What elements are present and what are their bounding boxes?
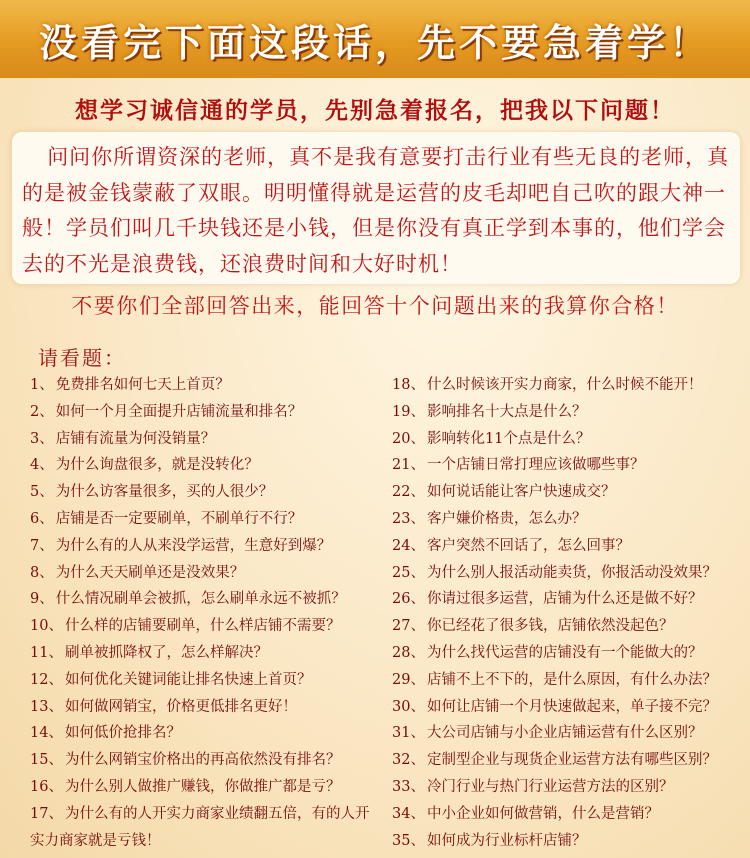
question-number: 4、 <box>30 457 54 474</box>
question-number: 22、 <box>392 484 425 501</box>
question-text: 影响排名十大点是什么？ <box>426 403 587 420</box>
question-text: 定制型企业与现货企业运营方法有哪些区别？ <box>426 752 717 769</box>
question-text: 为什么访客量很多，买的人很少？ <box>55 484 274 501</box>
question-text: 如何成为行业标杆店铺？ <box>426 832 587 849</box>
question-text: 为什么询盘很多，就是没转化？ <box>55 457 259 474</box>
questions-right-column <box>392 372 742 854</box>
question-item <box>30 560 370 587</box>
question-text: 如何让店铺一个月快速做起来，单子接不完？ <box>426 698 717 715</box>
question-item <box>30 720 370 747</box>
question-item <box>30 452 370 479</box>
question-text: 为什么有的人从来没学运营，生意好到爆？ <box>55 537 332 554</box>
question-text: 冷门行业与热门行业运营方法的区别？ <box>426 778 674 795</box>
question-item <box>392 720 742 747</box>
question-number: 2、 <box>30 403 54 420</box>
question-text: 店铺是否一定要刷单，不刷单行不行？ <box>55 510 303 527</box>
question-text: 为什么天天刷单还是没效果？ <box>55 564 245 581</box>
question-number: 28、 <box>392 644 425 661</box>
question-item <box>392 586 742 613</box>
question-item <box>30 640 370 667</box>
question-number: 9、 <box>30 591 54 608</box>
question-item <box>30 801 370 855</box>
question-text: 你已经花了很多钱，店铺依然没起色？ <box>426 618 674 635</box>
question-number: 29、 <box>392 671 425 688</box>
question-text: 店铺有流量为何没销量？ <box>55 430 216 447</box>
question-item <box>30 506 370 533</box>
question-text: 为什么有的人开实力商家业绩翻五倍，有的人开实力商家就是亏钱！ <box>30 805 370 849</box>
question-item <box>392 774 742 801</box>
question-text: 一个店铺日常打理应该做哪些事？ <box>426 457 645 474</box>
question-number: 8、 <box>30 564 54 581</box>
question-number: 18、 <box>392 377 425 393</box>
question-text: 你请过很多运营，店铺为什么还是做不好？ <box>426 591 703 608</box>
question-text: 什么时候该开实力商家，什么时候不能开！ <box>426 377 703 393</box>
question-text: 为什么别人报活动能卖货，你报活动没效果？ <box>426 564 717 581</box>
question-item <box>30 694 370 721</box>
question-number: 19、 <box>392 403 425 420</box>
question-number: 35、 <box>392 832 425 849</box>
question-number: 6、 <box>30 510 54 527</box>
intro-paragraph: 问问你所谓资深的老师，真不是我有意要打击行业有些无良的老师，真的是被金钱蒙蔽了双眼。明明懂得就是运营的皮毛却吧自己吹的跟大神一般！学员们叫几千块钱还是小钱，但是你没有真正学到本事的，他们学会去的不光是浪费钱，还浪费时间和大好时机！ <box>22 145 730 276</box>
question-item <box>392 613 742 640</box>
question-item <box>392 828 742 855</box>
question-number: 7、 <box>30 537 54 554</box>
question-text: 影响转化11个点是什么？ <box>426 430 591 447</box>
question-number: 31、 <box>392 725 425 742</box>
question-number: 12、 <box>30 671 63 688</box>
question-number: 27、 <box>392 618 425 635</box>
question-number: 5、 <box>30 484 54 501</box>
question-number: 20、 <box>392 430 425 447</box>
question-item <box>392 506 742 533</box>
question-text: 客户嫌价格贵，怎么办？ <box>426 510 587 527</box>
question-text: 什么样的店铺要刷单，什么样店铺不需要？ <box>64 618 341 635</box>
banner-title: 没看完下面这段话，先不要急着学！ <box>38 20 711 65</box>
question-item <box>392 667 742 694</box>
question-text: 中小企业如何做营销，什么是营销？ <box>426 805 659 822</box>
question-number: 11、 <box>30 644 63 661</box>
question-number: 1、 <box>30 377 54 393</box>
question-item <box>392 694 742 721</box>
question-text: 如何一个月全面提升店铺流量和排名？ <box>55 403 303 420</box>
question-text: 为什么找代运营的店铺没有一个能做大的？ <box>426 644 703 661</box>
question-item <box>392 747 742 774</box>
question-number: 34、 <box>392 805 425 822</box>
question-text: 免费排名如何七天上首页？ <box>55 377 230 393</box>
question-number: 16、 <box>30 778 63 795</box>
question-text: 大公司店铺与小企业店铺运营有什么区别？ <box>426 725 703 742</box>
question-text: 如何优化关键词能让排名快速上首页？ <box>64 671 312 688</box>
question-text: 什么情况刷单会被抓，怎么刷单永远不被抓？ <box>55 591 346 608</box>
question-item <box>392 399 742 426</box>
question-text: 店铺不上不下的，是什么原因，有什么办法？ <box>426 671 717 688</box>
question-item <box>30 747 370 774</box>
question-item <box>392 479 742 506</box>
question-number: 24、 <box>392 537 425 554</box>
question-item <box>392 452 742 479</box>
question-number: 15、 <box>30 752 63 769</box>
header-banner <box>0 0 750 78</box>
question-number: 10、 <box>30 618 63 635</box>
question-number: 25、 <box>392 564 425 581</box>
question-item <box>392 640 742 667</box>
question-item <box>30 533 370 560</box>
questions-heading: 请看题： <box>38 346 126 370</box>
question-item <box>30 774 370 801</box>
question-item <box>30 613 370 640</box>
subheading: 想学习诚信通的学员，先别急着报名，把我以下问题！ <box>75 97 675 124</box>
question-item <box>30 372 370 399</box>
question-item <box>30 586 370 613</box>
question-number: 26、 <box>392 591 425 608</box>
question-item <box>392 533 742 560</box>
question-item <box>30 426 370 453</box>
question-text: 为什么网销宝价格出的再高依然没有排名？ <box>64 752 341 769</box>
question-text: 如何做网销宝，价格更低排名更好！ <box>64 698 297 715</box>
question-number: 3、 <box>30 430 54 447</box>
question-item <box>30 399 370 426</box>
question-text: 如何低价抢排名？ <box>64 725 181 742</box>
intro-box <box>12 132 740 284</box>
question-item <box>392 560 742 587</box>
question-number: 14、 <box>30 725 63 742</box>
question-number: 17、 <box>30 805 63 822</box>
question-text: 如何说话能让客户快速成交？ <box>426 484 616 501</box>
question-number: 21、 <box>392 457 425 474</box>
questions-left-column <box>30 372 370 854</box>
question-text: 刷单被抓降权了，怎么样解决？ <box>64 644 268 661</box>
question-number: 32、 <box>392 752 425 769</box>
question-text: 为什么别人做推广赚钱，你做推广都是亏？ <box>64 778 341 795</box>
question-item <box>392 801 742 828</box>
question-item <box>392 372 742 399</box>
question-item <box>30 667 370 694</box>
question-number: 23、 <box>392 510 425 527</box>
question-text: 客户突然不回话了，怎么回事？ <box>426 537 630 554</box>
challenge-text: 不要你们全部回答出来，能回答十个问题出来的我算你合格！ <box>71 294 679 318</box>
question-number: 33、 <box>392 778 425 795</box>
question-item <box>30 479 370 506</box>
question-number: 13、 <box>30 698 63 715</box>
question-item <box>392 426 742 453</box>
question-number: 30、 <box>392 698 425 715</box>
